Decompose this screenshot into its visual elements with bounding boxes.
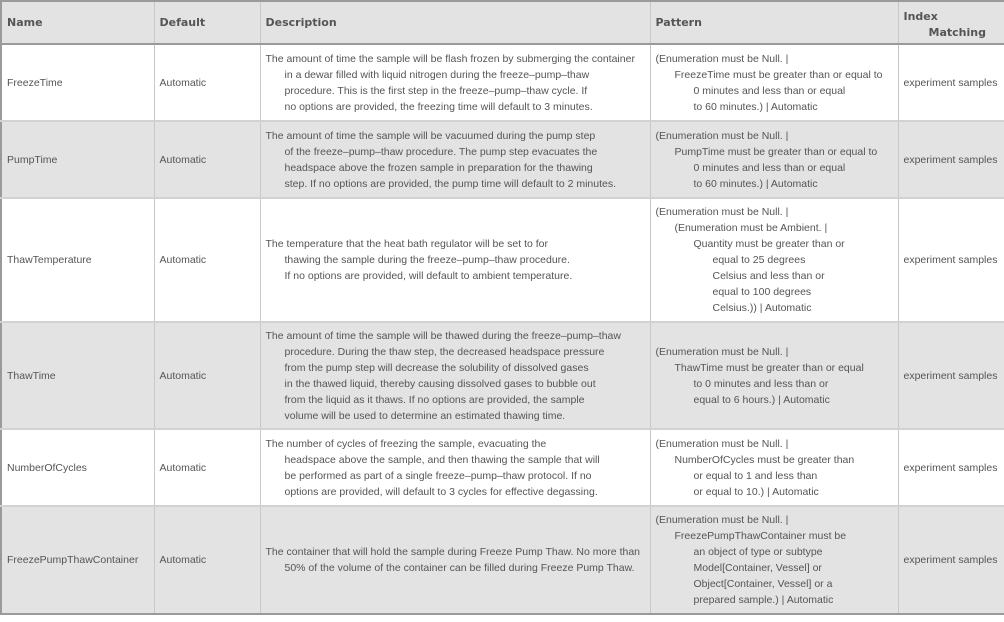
option-name: NumberOfCycles	[1, 429, 154, 506]
description-line: thawing the sample during the freeze–pump–thaw procedure.	[284, 254, 570, 266]
pattern-line: Quantity must be greater than or	[693, 238, 845, 250]
option-index-matching: experiment samples	[898, 506, 1004, 614]
option-description	[260, 121, 650, 198]
description-line: from the liquid as it thaws. If no options are provided, the sample	[284, 393, 585, 406]
pattern-line: equal to 6 hours.) | Automatic	[693, 393, 830, 406]
description-line: volume will be used to determine an estimated thawing time.	[284, 409, 566, 422]
pattern-line: equal to 25 degrees	[712, 254, 806, 266]
pattern-line: Celsius and less than or	[712, 270, 825, 282]
option-description	[260, 506, 650, 614]
description-line: The temperature that the heat bath regulator will be set to for	[265, 238, 548, 250]
header-index-line2: Matching	[928, 26, 986, 39]
pattern-line: Object[Container, Vessel] or a	[693, 578, 833, 590]
option-pattern	[650, 121, 898, 198]
pattern-line: (Enumeration must be Null. |	[655, 129, 789, 142]
pattern-line: (Enumeration must be Null. |	[655, 206, 789, 218]
pattern-line: prepared sample.) | Automatic	[693, 594, 834, 606]
option-default: Automatic	[154, 322, 260, 429]
description-line: no options are provided, the freezing time will default to 3 minutes.	[284, 100, 593, 113]
description-line: in a dewar filled with liquid nitrogen during the freeze–pump–thaw	[284, 68, 590, 81]
option-pattern	[650, 322, 898, 429]
pattern-line: ThawTime must be greater than or equal	[674, 361, 864, 374]
pattern-line: FreezePumpThawContainer must be	[674, 530, 847, 542]
option-default: Automatic	[154, 44, 260, 121]
description-line: of the freeze–pump–thaw procedure. The pump step evacuates the	[284, 145, 598, 158]
description-line: in the thawed liquid, thereby causing dissolved gases to bubble out	[284, 377, 596, 390]
table-row	[1, 322, 1004, 429]
header-row	[1, 1, 1004, 44]
description-line: 50% of the volume of the container can be filled during Freeze Pump Thaw.	[284, 562, 635, 574]
option-pattern	[650, 198, 898, 322]
pattern-line: Model[Container, Vessel] or	[693, 562, 822, 574]
pattern-line: (Enumeration must be Ambient. |	[674, 222, 828, 234]
option-pattern	[650, 506, 898, 614]
description-line: The container that will hold the sample during Freeze Pump Thaw. No more than	[265, 546, 641, 558]
option-pattern	[650, 429, 898, 506]
pattern-line: to 60 minutes.) | Automatic	[693, 100, 818, 113]
option-description	[260, 198, 650, 322]
option-description	[260, 44, 650, 121]
header-default: Default	[154, 1, 260, 44]
header-index-line1: Index	[903, 10, 938, 23]
pattern-line: (Enumeration must be Null. |	[655, 52, 789, 65]
description-line: The number of cycles of freezing the sample, evacuating the	[265, 437, 547, 450]
pattern-line: (Enumeration must be Null. |	[655, 437, 789, 450]
option-name: FreezePumpThawContainer	[1, 506, 154, 614]
description-line: from the pump step will decrease the solubility of dissolved gases	[284, 361, 589, 374]
pattern-line: to 0 minutes and less than or	[693, 377, 829, 390]
description-line: procedure. This is the first step in the freeze–pump–thaw cycle. If	[284, 84, 588, 97]
table-row	[1, 198, 1004, 322]
pattern-line: Celsius.)) | Automatic	[712, 302, 812, 314]
table-row	[1, 506, 1004, 614]
header-description: Description	[260, 1, 650, 44]
option-default: Automatic	[154, 198, 260, 322]
option-name: PumpTime	[1, 121, 154, 198]
pattern-line: 0 minutes and less than or equal	[693, 84, 846, 97]
option-index-matching: experiment samples	[898, 121, 1004, 198]
option-index-matching: experiment samples	[898, 44, 1004, 121]
table-row	[1, 121, 1004, 198]
pattern-line: equal to 100 degrees	[712, 286, 812, 298]
option-index-matching: experiment samples	[898, 429, 1004, 506]
option-pattern	[650, 44, 898, 121]
pattern-line: PumpTime must be greater than or equal to	[674, 145, 878, 158]
pattern-line: FreezeTime must be greater than or equal to	[674, 68, 883, 81]
header-pattern: Pattern	[650, 1, 898, 44]
pattern-line: or equal to 1 and less than	[693, 469, 818, 482]
description-line: If no options are provided, will default to ambient temperature.	[284, 270, 573, 282]
table-row	[1, 429, 1004, 506]
option-description	[260, 429, 650, 506]
option-index-matching: experiment samples	[898, 198, 1004, 322]
pattern-line: or equal to 10.) | Automatic	[693, 485, 819, 498]
description-line: options are provided, will default to 3 cycles for effective degassing.	[284, 485, 598, 498]
header-name: Name	[1, 1, 154, 44]
description-line: headspace above the frozen sample in preparation for the thawing	[284, 161, 593, 174]
option-name: FreezeTime	[1, 44, 154, 121]
description-line: be performed as part of a single freeze–pump–thaw protocol. If no	[284, 469, 592, 482]
description-line: The amount of time the sample will be vacuumed during the pump step	[265, 129, 596, 142]
table-row	[1, 44, 1004, 121]
description-line: headspace above the sample, and then thawing the sample that will	[284, 453, 600, 466]
option-index-matching: experiment samples	[898, 322, 1004, 429]
header-index-matching	[898, 1, 1004, 44]
description-line: The amount of time the sample will be thawed during the freeze–pump–thaw	[265, 329, 621, 342]
option-name: ThawTime	[1, 322, 154, 429]
pattern-line: NumberOfCycles must be greater than	[674, 453, 855, 466]
option-description	[260, 322, 650, 429]
pattern-line: to 60 minutes.) | Automatic	[693, 177, 818, 190]
option-name: ThawTemperature	[1, 198, 154, 322]
option-default: Automatic	[154, 121, 260, 198]
description-line: The amount of time the sample will be flash frozen by submerging the container	[265, 52, 635, 65]
pattern-line: an object of type or subtype	[693, 546, 823, 558]
description-line: step. If no options are provided, the pump time will default to 2 minutes.	[284, 177, 617, 190]
pattern-line: (Enumeration must be Null. |	[655, 345, 789, 358]
pattern-line: (Enumeration must be Null. |	[655, 514, 789, 526]
pattern-line: 0 minutes and less than or equal	[693, 161, 846, 174]
description-line: procedure. During the thaw step, the decreased headspace pressure	[284, 345, 605, 358]
option-default: Automatic	[154, 506, 260, 614]
option-default: Automatic	[154, 429, 260, 506]
